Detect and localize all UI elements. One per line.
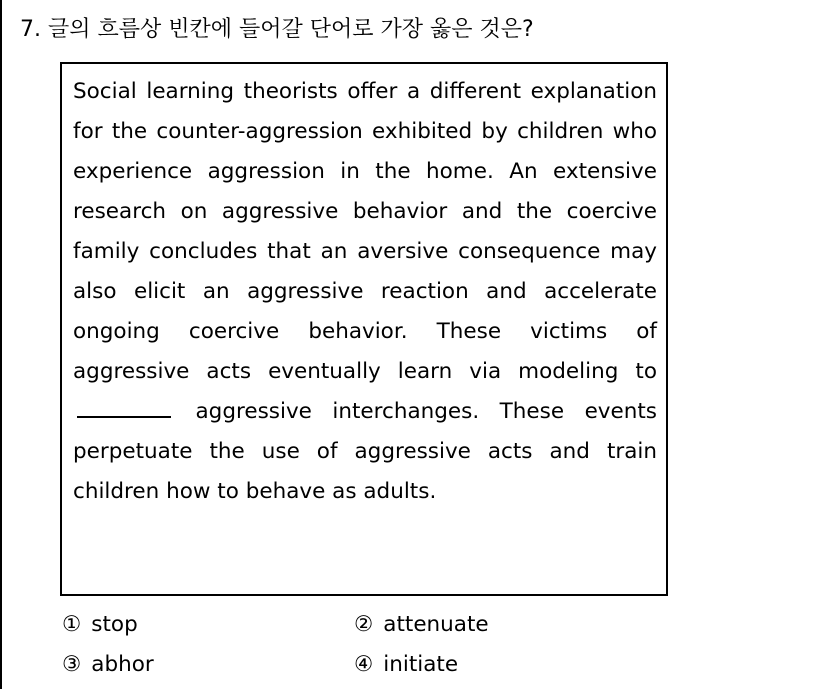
passage-text <box>73 72 657 512</box>
option-1-text: stop <box>91 612 138 637</box>
option-2-text: attenuate <box>383 612 489 637</box>
answer-options <box>62 612 762 692</box>
left-margin-rule <box>0 0 2 689</box>
option-4[interactable] <box>354 652 458 677</box>
option-3-number: ③ <box>62 652 82 677</box>
option-4-number: ④ <box>354 652 374 677</box>
options-row-1 <box>62 612 762 652</box>
option-3[interactable] <box>62 652 154 677</box>
option-2[interactable] <box>354 612 489 637</box>
passage-before-blank: Social learning theorists offer a different explanation for the counter-aggression exhibited by children who experience aggression in the home. An extensive research on aggressive behavior and the coercive family concludes that an aversive consequence may also elicit an aggressive reaction and accelerate ongoing coercive behavior. These victims of aggressive acts eventually learn via modeling to <box>73 79 657 384</box>
option-1-number: ① <box>62 612 82 637</box>
question-prompt: 글의 흐름상 빈칸에 들어갈 단어로 가장 옳은 것은? <box>48 17 534 42</box>
options-row-2 <box>62 652 762 692</box>
fill-in-blank <box>77 398 171 418</box>
question-number: 7. <box>20 17 41 42</box>
option-3-text: abhor <box>91 652 154 677</box>
option-2-number: ② <box>354 612 374 637</box>
option-4-text: initiate <box>383 652 459 677</box>
question-header <box>20 14 534 46</box>
option-1[interactable] <box>62 612 138 637</box>
passage-after-blank: aggressive interchanges. These events perpetuate the use of aggressive acts and train children how to behave as adults. <box>73 399 657 504</box>
